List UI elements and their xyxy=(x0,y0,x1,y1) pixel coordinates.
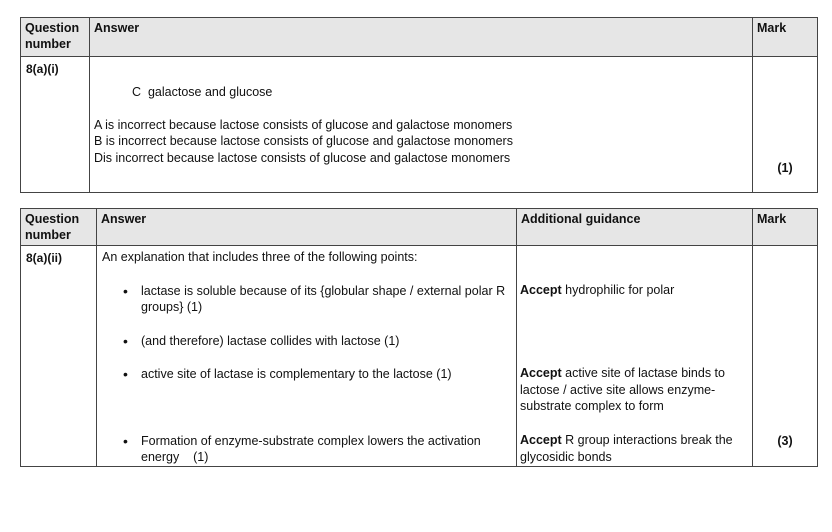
mark-scheme-table-8aii xyxy=(20,208,818,467)
header-answer: Answer xyxy=(97,209,517,246)
guidance-2: Accept active site of lactase binds to lactose / active site allows enzyme-substrate complex to form xyxy=(520,366,725,413)
correct-answer: C galactose and glucose xyxy=(132,85,273,99)
header-additional-guidance: Additional guidance xyxy=(517,209,753,246)
answer-cell xyxy=(97,246,517,467)
header-mark: Mark xyxy=(753,18,818,57)
point-4: • Formation of enzyme-substrate complex lowers the activation energy (1) xyxy=(123,432,485,464)
header-question-number: Question number xyxy=(21,209,97,246)
question-number: 8(a)(i) xyxy=(21,57,90,193)
mark-value: (1) xyxy=(753,57,818,193)
guidance-1: Accept hydrophilic for polar xyxy=(520,283,675,297)
bullet-icon: • xyxy=(123,432,128,449)
bullet-icon: • xyxy=(123,332,128,349)
header-answer: Answer xyxy=(90,18,753,57)
mark-scheme-table-8ai xyxy=(20,17,818,193)
bullet-icon: • xyxy=(123,282,128,299)
point-2: • (and therefore) lactase collides with lactose (1) xyxy=(123,332,400,349)
answer-points xyxy=(102,283,511,466)
header-mark: Mark xyxy=(753,209,818,246)
answer-intro: An explanation that includes three of the following points: xyxy=(102,250,418,264)
reason-b: B is incorrect because lactose consists of glucose and galactose monomers xyxy=(94,134,513,148)
point-1: • lactase is soluble because of its {globular shape / external polar R groups} (1) xyxy=(123,282,506,314)
bullet-icon: • xyxy=(123,366,128,382)
mark-value: (3) xyxy=(753,246,818,467)
reason-a: A is incorrect because lactose consists of glucose and galactose monomers xyxy=(94,117,513,132)
header-question-number: Question number xyxy=(21,18,90,57)
point-3: • active site of lactase is complementary to the lactose (1) xyxy=(123,366,452,382)
guidance-3: Accept R group interactions break the glycosidic bonds xyxy=(520,433,733,464)
reason-d: Dis incorrect because lactose consists of glucose and galactose monomers xyxy=(94,150,511,165)
reasons-list xyxy=(94,117,748,167)
guidance-cell xyxy=(517,246,753,467)
question-number: 8(a)(ii) xyxy=(21,246,97,467)
answer-cell xyxy=(90,57,753,193)
